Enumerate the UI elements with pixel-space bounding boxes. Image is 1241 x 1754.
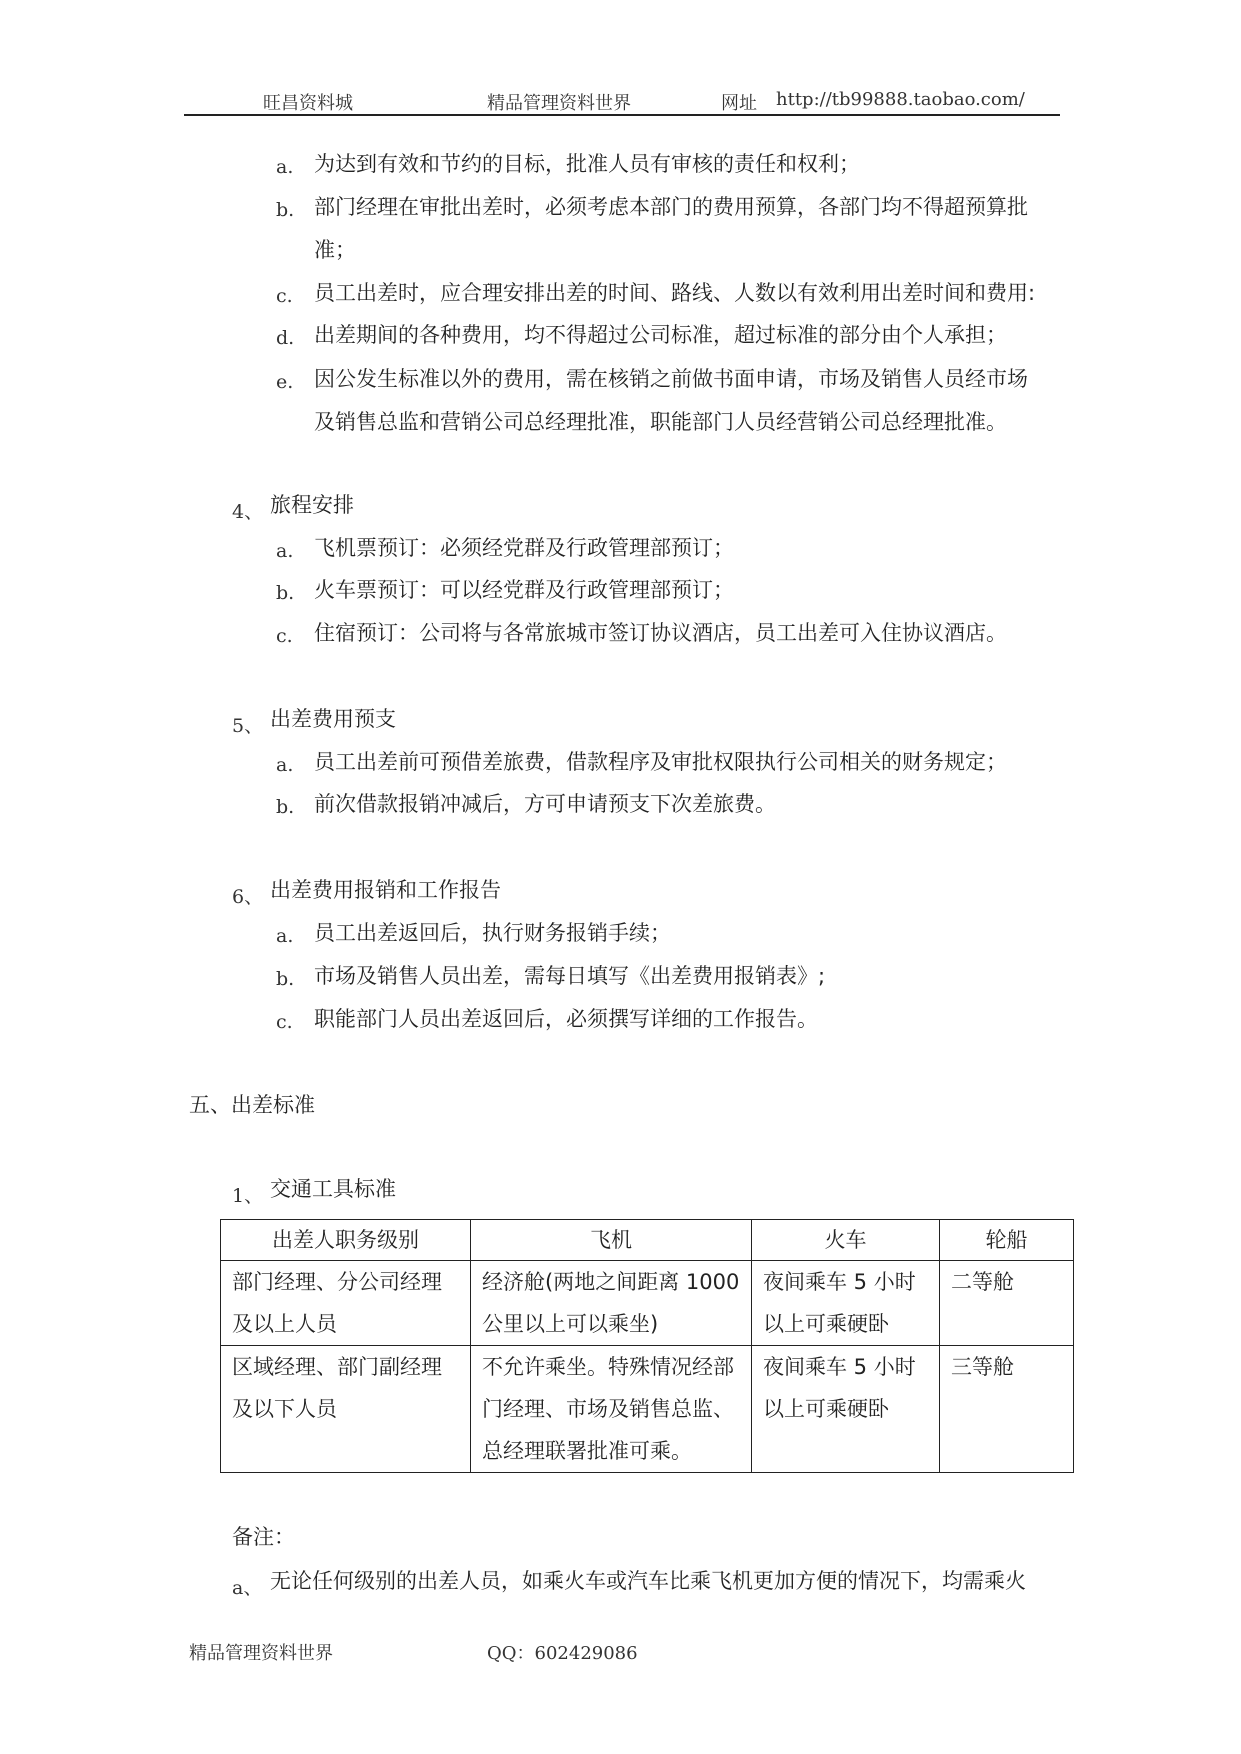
list-item-label: a.: [276, 925, 294, 947]
list-item: 员工出差时，应合理安排出差的时间、路线、人数以有效利用出差时间和费用:: [314, 281, 1036, 305]
header-url[interactable]: http://tb99888.taobao.com/: [776, 89, 1025, 110]
list-item-label: b.: [276, 199, 295, 221]
section-title: 交通工具标准: [270, 1177, 396, 1201]
list-item: 出差期间的各种费用，均不得超过公司标准，超过标准的部分由个人承担；: [314, 323, 1007, 347]
cell-line: 公里以上可以乘坐): [482, 1312, 659, 1336]
list-item-label: c.: [276, 285, 293, 307]
list-item: 市场及销售人员出差，需每日填写《出差费用报销表》;: [314, 964, 826, 988]
section-title: 出差费用报销和工作报告: [270, 878, 501, 902]
list-item-label: e.: [276, 371, 294, 393]
column-header: 轮船: [940, 1220, 1074, 1261]
list-item-label: c.: [276, 625, 293, 647]
section-number: 6、: [232, 886, 264, 908]
footer-qq: QQ：602429086: [487, 1643, 638, 1664]
column-header: 飞机: [471, 1220, 752, 1261]
cell-line: 及以上人员: [232, 1312, 337, 1336]
list-item-label: b.: [276, 796, 295, 818]
list-item-label: d.: [276, 327, 295, 349]
table-cell: [221, 1261, 471, 1346]
cell-line: 区域经理、部门副经理: [232, 1355, 442, 1379]
section-number: 4、: [232, 501, 264, 523]
cell-line: 二等舱: [951, 1270, 1014, 1294]
list-item: 员工出差返回后，执行财务报销手续；: [314, 921, 671, 945]
cell-line: 及以下人员: [232, 1397, 337, 1421]
column-header: 火车: [752, 1220, 940, 1261]
cell-line: 夜间乘车 5 小时: [763, 1270, 916, 1294]
section-number: 1、: [232, 1185, 264, 1207]
cell-line: 总经理联署批准可乘。: [482, 1439, 692, 1463]
notes-item: 无论任何级别的出差人员，如乘火车或汽车比乘飞机更加方便的情况下，均需乘火: [270, 1569, 1026, 1593]
list-item-label: b.: [276, 968, 295, 990]
table-cell: [940, 1261, 1074, 1346]
transport-standard-table: [220, 1219, 1074, 1473]
list-item-continuation: 及销售总监和营销公司总经理批准，职能部门人员经营销公司总经理批准。: [314, 410, 1007, 434]
list-item-continuation: 准；: [314, 238, 356, 262]
chapter-title: 五、出差标准: [189, 1093, 315, 1117]
cell-line: 以上可乘硬卧: [763, 1312, 889, 1336]
table-cell: [752, 1261, 940, 1346]
section-title: 出差费用预支: [270, 707, 396, 731]
list-item: 前次借款报销冲减后，方可申请预支下次差旅费。: [314, 792, 776, 816]
cell-line: 三等舱: [951, 1355, 1014, 1379]
table-cell: [471, 1261, 752, 1346]
section-number: 5、: [232, 715, 264, 737]
table-header-row: [221, 1220, 1074, 1261]
header-center: 精品管理资料世界: [487, 93, 631, 114]
notes-item-label: a、: [232, 1577, 263, 1599]
list-item: 为达到有效和节约的目标，批准人员有审核的责任和权利；: [314, 152, 860, 176]
table-cell: [752, 1346, 940, 1473]
table-cell: [940, 1346, 1074, 1473]
header-left: 旺昌资料城: [263, 93, 353, 114]
cell-line: 以上可乘硬卧: [763, 1397, 889, 1421]
list-item: 飞机票预订：必须经党群及行政管理部预订；: [314, 536, 734, 560]
list-item-label: a.: [276, 540, 294, 562]
list-item: 火车票预订：可以经党群及行政管理部预订；: [314, 578, 734, 602]
list-item-label: c.: [276, 1011, 293, 1033]
cell-line: 不允许乘坐。特殊情况经部: [482, 1355, 734, 1379]
list-item-label: a.: [276, 754, 294, 776]
table-cell: [221, 1346, 471, 1473]
cell-line: 夜间乘车 5 小时: [763, 1355, 916, 1379]
cell-line: 部门经理、分公司经理: [232, 1270, 442, 1294]
cell-line: 经济舱(两地之间距离 1000: [482, 1270, 740, 1294]
cell-line: 门经理、市场及销售总监、: [482, 1397, 734, 1421]
notes-title: 备注：: [232, 1525, 295, 1549]
table-cell: [471, 1346, 752, 1473]
list-item: 员工出差前可预借差旅费，借款程序及审批权限执行公司相关的财务规定；: [314, 750, 1007, 774]
footer-left: 精品管理资料世界: [189, 1643, 333, 1664]
list-item: 职能部门人员出差返回后，必须撰写详细的工作报告。: [314, 1007, 818, 1031]
list-item-label: a.: [276, 156, 294, 178]
header-url-label: 网址: [721, 93, 757, 114]
column-header: 出差人职务级别: [221, 1220, 471, 1261]
list-item: 住宿预订：公司将与各常旅城市签订协议酒店，员工出差可入住协议酒店。: [314, 621, 1007, 645]
table-row: [221, 1346, 1074, 1473]
header-rule: [184, 114, 1060, 116]
section-title: 旅程安排: [270, 493, 354, 517]
list-item: 部门经理在审批出差时，必须考虑本部门的费用预算，各部门均不得超预算批: [314, 195, 1028, 219]
table-row: [221, 1261, 1074, 1346]
list-item-label: b.: [276, 582, 295, 604]
list-item: 因公发生标准以外的费用，需在核销之前做书面申请，市场及销售人员经市场: [314, 367, 1028, 391]
